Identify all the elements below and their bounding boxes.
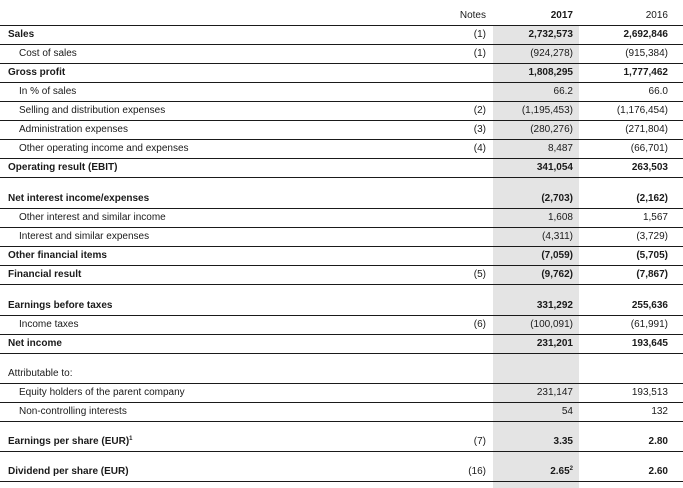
row-pct-of-sales (0, 82, 683, 102)
row-label: Net interest income/expenses (8, 193, 150, 204)
row-note: (6) (473, 319, 486, 330)
row-value-2017: 1,808,295 (528, 67, 573, 78)
row-value-2016: 1,777,462 (623, 67, 668, 78)
row-note (428, 158, 486, 177)
row-label: Gross profit (8, 67, 66, 78)
row-value-2017: (4,311) (542, 231, 573, 242)
row-cost-of-sales (0, 44, 683, 64)
row-value-2017: 54 (561, 406, 573, 417)
row-value-2017: 8,487 (547, 143, 573, 154)
row-note (428, 364, 486, 383)
row-earnings-before-taxes (0, 296, 683, 316)
row-note (428, 208, 486, 227)
row-value-2017: 341,054 (536, 162, 573, 173)
row-value-2016: 263,503 (631, 162, 668, 173)
row-value-2016 (585, 364, 668, 383)
row-label: Other operating income and expenses (19, 143, 189, 154)
row-note (428, 246, 486, 265)
header-2016: 2016 (645, 10, 668, 21)
row-label: Sales (8, 29, 35, 40)
row-other-interest (0, 208, 683, 228)
row-note (428, 63, 486, 82)
row-value-2017: 1,608 (547, 212, 573, 223)
row-value-2017: 66.2 (553, 86, 573, 97)
row-value-2017: (924,278) (530, 48, 573, 59)
row-note (428, 227, 486, 246)
row-value-2016: 132 (651, 406, 668, 417)
row-non-controlling (0, 402, 683, 422)
row-value-2016: (2,162) (636, 193, 668, 204)
row-value-2016: 2.80 (648, 436, 668, 447)
row-other-financial (0, 246, 683, 266)
row-value-2016: 2,692,846 (623, 29, 668, 40)
row-other-operating (0, 139, 683, 159)
row-value-2017: (2,703) (541, 193, 573, 204)
row-value-2017: 331,292 (536, 300, 573, 311)
row-value-2016: (271,804) (625, 124, 668, 135)
eps-label-text: Earnings per share (EUR) (8, 436, 130, 447)
row-label: Interest and similar expenses (19, 231, 150, 242)
row-label: Net income (8, 338, 62, 349)
row-note (428, 334, 486, 353)
row-value-2016: 1,567 (642, 212, 668, 223)
row-label: Attributable to: (8, 368, 73, 379)
header-notes: Notes (459, 10, 486, 21)
row-value-2016: (7,867) (636, 269, 668, 280)
row-note: (3) (473, 124, 486, 135)
row-income-taxes (0, 315, 683, 335)
row-sales (0, 25, 683, 45)
row-value-2017: (9,762) (541, 269, 573, 280)
row-value-2016: (61,991) (630, 319, 668, 330)
row-selling-expenses (0, 101, 683, 121)
row-label: Dividend per share (EUR) (8, 466, 129, 477)
row-attributable-to (0, 364, 683, 384)
row-value-2016: (1,176,454) (616, 105, 668, 116)
row-label: Financial result (8, 269, 82, 280)
row-value-2016: 2.60 (648, 466, 668, 477)
header-row (0, 6, 683, 26)
row-note (428, 82, 486, 101)
row-earnings-per-share (0, 432, 683, 452)
row-dividend-per-share (0, 462, 683, 482)
row-equity-holders (0, 383, 683, 403)
row-value-2017: 231,147 (536, 387, 573, 398)
row-value-2017: (280,276) (530, 124, 573, 135)
row-label: Equity holders of the parent company (19, 387, 185, 398)
row-label: Non-controlling interests (19, 406, 127, 417)
row-note: (7) (473, 436, 486, 447)
row-gross-profit (0, 63, 683, 83)
row-value-2017 (493, 462, 573, 481)
footnote-marker: 2 (569, 466, 573, 472)
row-label: Income taxes (19, 319, 79, 330)
row-value-2017: 231,201 (536, 338, 573, 349)
row-value-2017: (100,091) (530, 319, 573, 330)
header-2017: 2017 (550, 10, 573, 21)
row-interest-expenses (0, 227, 683, 247)
row-financial-result (0, 265, 683, 285)
row-note (428, 296, 486, 315)
row-label: Selling and distribution expenses (19, 105, 166, 116)
row-net-interest (0, 189, 683, 209)
row-net-income (0, 334, 683, 354)
row-value-2016: 193,513 (631, 387, 668, 398)
row-label: Other interest and similar income (19, 212, 166, 223)
row-value-2017: (7,059) (541, 250, 573, 261)
row-note (428, 402, 486, 421)
footnote-marker: 1 (129, 436, 133, 442)
row-label: Operating result (EBIT) (8, 162, 118, 173)
row-note: (4) (473, 143, 486, 154)
row-value-2017 (493, 364, 573, 383)
row-admin-expenses (0, 120, 683, 140)
row-note: (1) (473, 29, 486, 40)
row-value-2016: 66.0 (648, 86, 668, 97)
row-value-2016: (66,701) (630, 143, 668, 154)
row-note: (1) (473, 48, 486, 59)
row-value-2016: (915,384) (625, 48, 668, 59)
row-note: (5) (473, 269, 486, 280)
row-note: (16) (468, 466, 486, 477)
row-label: Other financial items (8, 250, 107, 261)
row-label: Administration expenses (19, 124, 128, 135)
row-label: Earnings before taxes (8, 300, 113, 311)
row-value-2016: (3,729) (636, 231, 668, 242)
row-label (8, 432, 428, 451)
row-note (428, 189, 486, 208)
row-value-2017: (1,195,453) (521, 105, 573, 116)
row-value-2017: 3.35 (553, 436, 573, 447)
row-value-2016: 255,636 (631, 300, 668, 311)
dps-2017-text: 2.65 (550, 466, 570, 477)
row-value-2017: 2,732,573 (528, 29, 573, 40)
row-note (428, 383, 486, 402)
row-ebit (0, 158, 683, 178)
row-note: (2) (473, 105, 486, 116)
row-label: Cost of sales (19, 48, 77, 59)
row-value-2016: 193,645 (631, 338, 668, 349)
row-value-2016: (5,705) (636, 250, 668, 261)
row-label: In % of sales (19, 86, 77, 97)
